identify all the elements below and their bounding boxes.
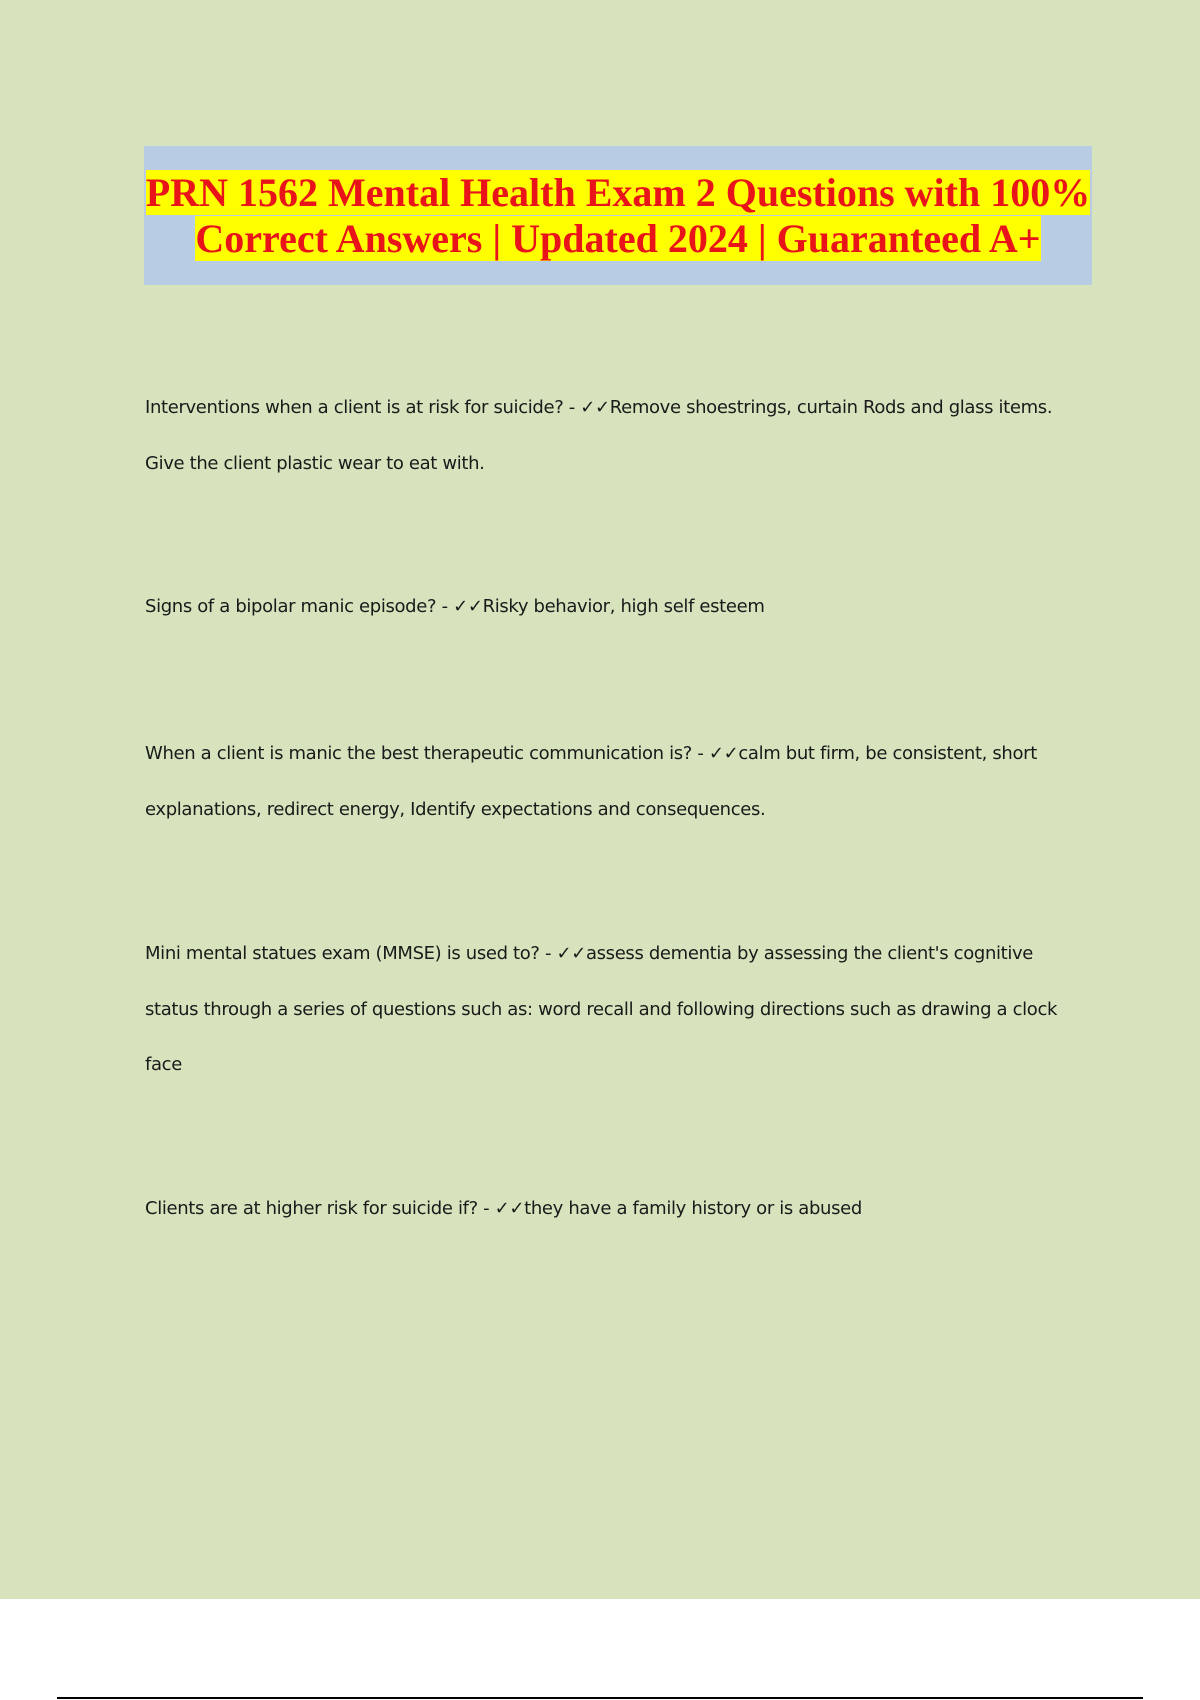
qa-item (145, 1181, 1090, 1237)
qa-item (145, 926, 1090, 1093)
title-banner (144, 146, 1092, 285)
answer-text: Remove shoestrings, curtain Rods and glass items. Give the client plastic wear to eat with. (145, 397, 1053, 474)
answer-separator: - ✓✓ (692, 743, 739, 764)
question-text: Signs of a bipolar manic episode? (145, 596, 437, 617)
footer-divider (57, 1697, 1143, 1699)
document-title-text: PRN 1562 Mental Health Exam 2 Questions with 100% Correct Answers | Updated 2024 | Guaranteed A+ (145, 169, 1091, 261)
qa-item (145, 726, 1090, 837)
answer-separator: - ✓✓ (477, 1198, 525, 1219)
question-text: Clients are at higher risk for suicide if? (145, 1198, 478, 1219)
answer-text: they have a family history or is abused (524, 1198, 862, 1219)
qa-item (145, 579, 1090, 635)
answer-separator: - ✓✓ (563, 397, 610, 418)
answer-separator: - ✓✓ (539, 943, 586, 964)
answer-text: calm but firm, be consistent, short explanations, redirect energy, Identify expectations and consequences. (145, 743, 1037, 820)
answer-separator: - ✓✓ (436, 596, 483, 617)
question-text: When a client is manic the best therapeutic communication is? (145, 743, 692, 764)
answer-text: Risky behavior, high self esteem (482, 596, 765, 617)
qa-item (145, 380, 1090, 491)
answer-text: assess dementia by assessing the client's cognitive status through a series of questions such as: word recall and following directions such as drawing a clock face (145, 943, 1058, 1075)
question-text: Interventions when a client is at risk for suicide? (145, 397, 564, 418)
document-title (144, 170, 1092, 262)
question-text: Mini mental statues exam (MMSE) is used to? (145, 943, 540, 964)
